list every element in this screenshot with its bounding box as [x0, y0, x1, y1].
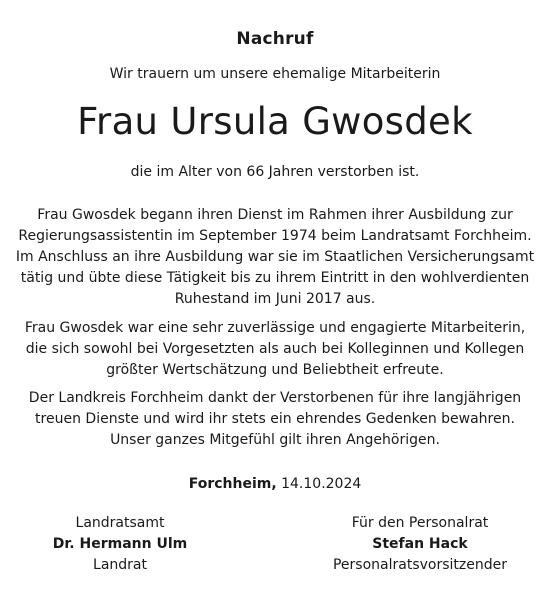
paragraph-condolence — [8, 430, 542, 451]
signature-name: Dr. Hermann Ulm — [52, 536, 188, 552]
signature-block-personalrat — [310, 513, 530, 576]
signature-org: Landratsamt — [75, 515, 165, 531]
signature-role: Personalratsvorsitzender — [332, 557, 507, 573]
dateline-date: 14.10.2024 — [281, 476, 362, 492]
text-line: Im Anschluss an ihre Ausbildung war sie im Staatlichen Versicherungsamt — [15, 249, 535, 265]
text-line: Der Landkreis Forchheim dankt der Verstorbenen für ihre langjährigen — [28, 390, 522, 406]
intro-line: Wir trauern um unsere ehemalige Mitarbeiterin — [109, 66, 441, 82]
text-line: Unser ganzes Mitgefühl gilt ihren Angehörigen. — [110, 432, 440, 448]
signature-block-landratsamt — [20, 513, 220, 576]
age-line: die im Alter von 66 Jahren verstorben ist. — [130, 164, 420, 180]
deceased-name: Frau Ursula Gwosdek — [77, 100, 473, 143]
signature-org: Für den Personalrat — [351, 515, 489, 531]
paragraph-character — [8, 318, 542, 381]
text-line: tätig und übte diese Tätigkeit bis zu ihrem Eintritt in den wohlverdienten — [20, 270, 530, 286]
text-line: Ruhestand im Juni 2017 aus. — [174, 291, 376, 307]
text-line: Regierungsassistentin im September 1974 beim Landratsamt Forchheim. — [18, 228, 532, 244]
text-line: Frau Gwosdek begann ihren Dienst im Rahmen ihrer Ausbildung zur — [37, 207, 513, 223]
text-line: größter Wertschätzung und Beliebtheit erfreute. — [106, 362, 444, 378]
text-line: Frau Gwosdek war eine sehr zuverlässige und engagierte Mitarbeiterin, — [24, 320, 526, 336]
text-line: treuen Dienste und wird ihr stets ein ehrendes Gedenken bewahren. — [35, 411, 515, 427]
paragraph-service — [8, 205, 542, 310]
text-line: die sich sowohl bei Vorgesetzten als auch bei Kolleginnen und Kollegen — [25, 341, 525, 357]
dateline-place: Forchheim, — [188, 476, 277, 492]
dateline — [0, 476, 550, 492]
notice-heading: Nachruf — [236, 29, 314, 49]
signature-role: Landrat — [93, 557, 147, 573]
signature-name: Stefan Hack — [372, 536, 468, 552]
paragraph-thanks — [8, 388, 542, 430]
